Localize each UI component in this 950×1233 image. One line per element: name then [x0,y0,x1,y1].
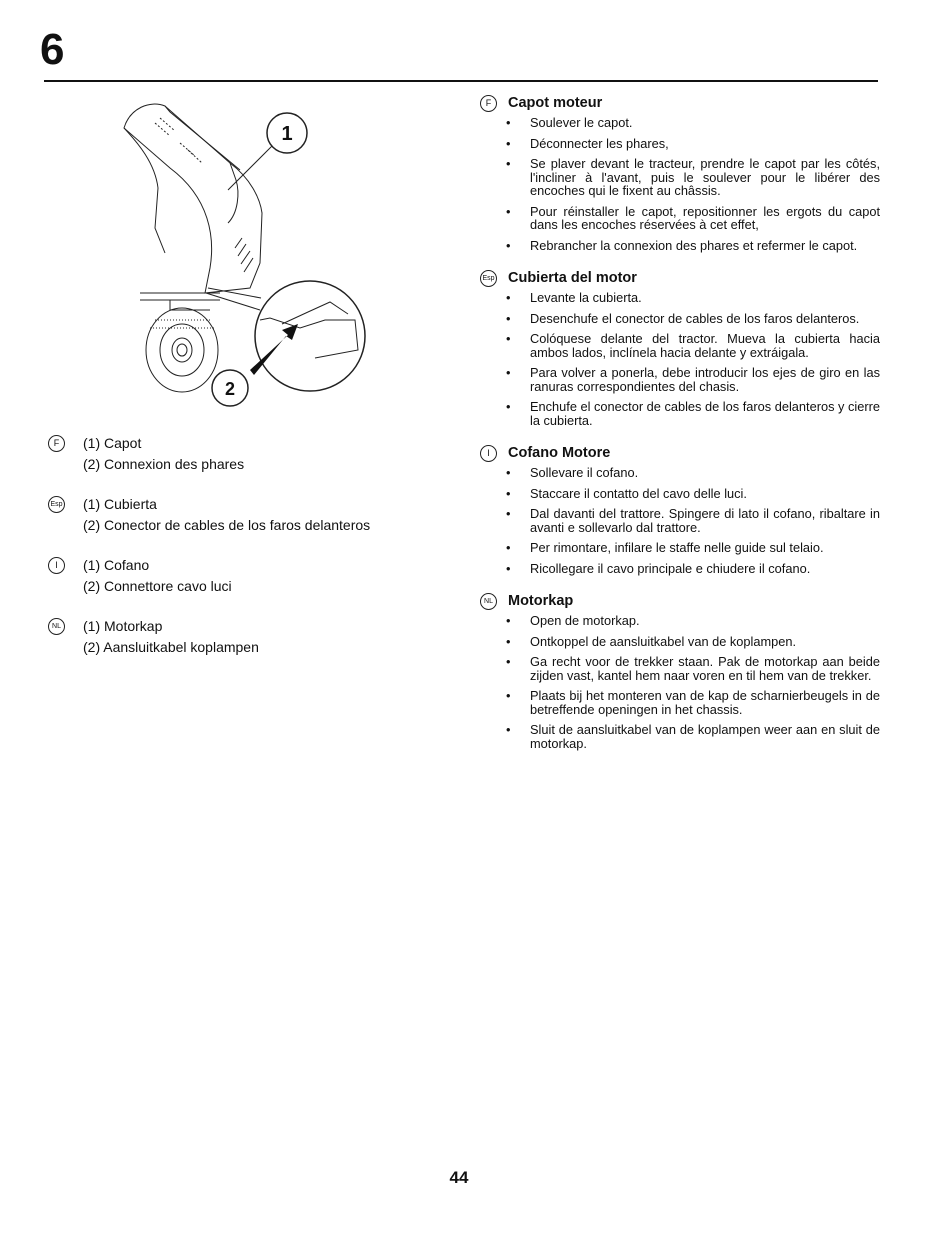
chapter-number: 6 [40,25,65,74]
lang-badge-nl: NL [48,618,65,635]
lang-badge-fr: F [48,435,65,452]
callout-1: 1 [281,123,293,145]
bullet-item: • Soulever le capot. [480,116,880,130]
page-number: 44 [449,1168,469,1187]
section-es [480,268,880,427]
section-header [480,443,880,463]
section-nl [480,591,880,750]
bullet-item: • Rebrancher la connexion des phares et refermer le capot. [480,239,880,253]
legend-line: (1) Capot [83,435,142,451]
bullet-item: • Déconnecter les phares, [480,137,880,151]
bullet-item: • Open de motorkap. [480,614,880,628]
legend-group-es [40,494,440,536]
legend-line: (1) Motorkap [83,618,163,634]
lang-badge-es: Esp [480,270,497,287]
legend-line: (2) Conector de cables de los faros delanteros [83,517,371,533]
hood-removal-illustration [110,88,380,418]
legend-line: (2) Aansluitkabel koplampen [83,639,259,655]
lang-badge-it: I [48,557,65,574]
section-header [480,591,880,611]
lang-badge-nl: NL [480,593,497,610]
lang-badge-it: I [480,445,497,462]
section-fr [480,93,880,252]
section-title: Motorkap [508,593,574,609]
bullet-list [480,614,880,750]
section-title: Cubierta del motor [508,270,637,286]
bullet-list [480,291,880,427]
bullet-list [480,466,880,575]
header-rule [44,80,878,82]
section-it [480,443,880,575]
lang-badge-fr: F [480,95,497,112]
lang-badge-es: Esp [48,496,65,513]
legend-line: (1) Cofano [83,557,150,573]
bullet-list [480,116,880,252]
parts-legend [40,433,440,677]
bullet-item: • Dal davanti del trattore. Spingere di lato il cofano, ribaltare in avanti e sollevarlo dal trattore. [480,507,880,534]
legend-group-nl [40,616,440,658]
section-header [480,93,880,113]
bullet-item: • Pour réinstaller le capot, repositionner les ergots du capot dans les encoches réservées à cet effet, [480,205,880,232]
illustration-drawing [110,88,380,418]
bullet-item: • Sluit de aansluitkabel van de koplampen weer aan en sluit de motorkap. [480,723,880,750]
legend-group-it [40,555,440,597]
section-title: Cofano Motore [508,445,611,461]
bullet-item: • Ga recht voor de trekker staan. Pak de motorkap aan beide zijden vast, kantel hem naar voren en til hem van de trekker. [480,655,880,682]
legend-line: (2) Connettore cavo luci [83,578,232,594]
section-title: Capot moteur [508,95,603,111]
legend-line: (1) Cubierta [83,496,157,512]
bullet-item: • Ontkoppel de aansluitkabel van de koplampen. [480,635,880,649]
instructions-column [480,93,880,766]
legend-group-fr [40,433,440,475]
bullet-item: • Staccare il contatto del cavo delle luci. [480,487,880,501]
callout-2: 2 [224,379,236,399]
bullet-item: • Para volver a ponerla, debe introducir los ejes de giro en las ranuras correspondientes del chasis. [480,366,880,393]
bullet-item: • Plaats bij het monteren van de kap de scharnierbeugels in de betreffende openingen in het chassis. [480,689,880,716]
bullet-item: • Enchufe el conector de cables de los faros delanteros y cierre la cubierta. [480,400,880,427]
bullet-item: • Colóquese delante del tractor. Mueva la cubierta hacia ambos lados, inclínela hacia delante y extráigala. [480,332,880,359]
bullet-item: • Desenchufe el conector de cables de los faros delanteros. [480,312,880,326]
bullet-item: • Levante la cubierta. [480,291,880,305]
bullet-item: • Per rimontare, infilare le staffe nelle guide sul telaio. [480,541,880,555]
bullet-item: • Ricollegare il cavo principale e chiudere il cofano. [480,562,880,576]
bullet-item: • Se plaver devant le tracteur, prendre le capot par les côtés, l'incliner à l'avant, puis le soulever pour le libérer des encoches qui le fixent au châssis. [480,157,880,198]
bullet-item: • Sollevare il cofano. [480,466,880,480]
section-header [480,268,880,288]
legend-line: (2) Connexion des phares [83,456,245,472]
